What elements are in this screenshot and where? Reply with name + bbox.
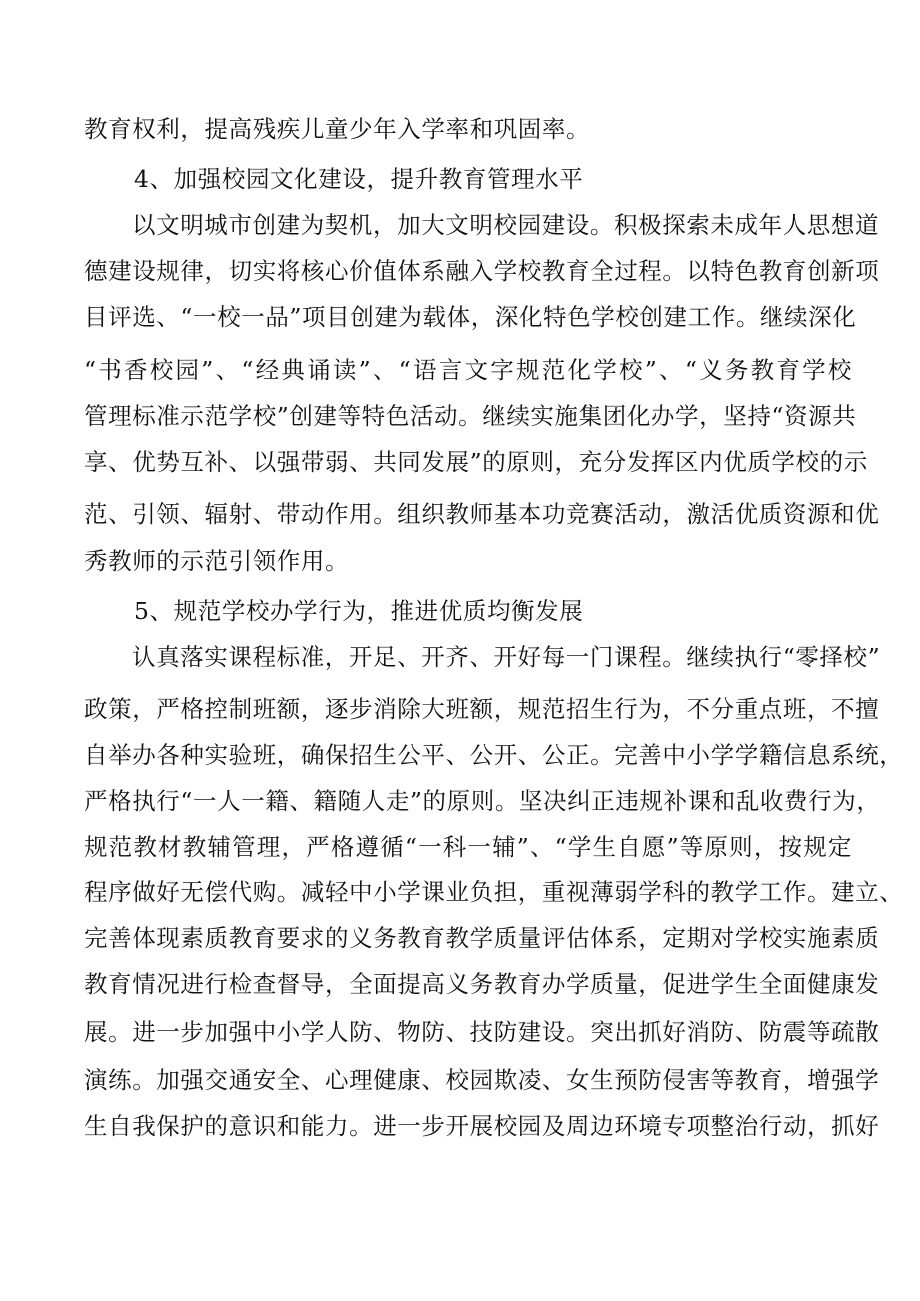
paragraph-line: 演练。加强交通安全、心理健康、校园欺凌、女生预防侵害等教育，增强学 [84, 1066, 880, 1094]
paragraph-line: “书香校园”、“经典诵读”、“语言文字规范化学校”、“义务教育学校 [84, 356, 852, 384]
paragraph-line: 秀教师的示范引领作用。 [84, 547, 350, 575]
paragraph-line: 生自我保护的意识和能力。进一步开展校园及周边环境专项整治行动，抓好 [84, 1112, 880, 1140]
paragraph-line: 自举办各种实验班，确保招生公平、公开、公正。完善中小学学籍信息系统， [84, 741, 904, 769]
paragraph-line: 教育情况进行检查督导，全面提高义务教育办学质量，促进学生全面健康发 [84, 970, 880, 998]
paragraph-line: 完善体现素质教育要求的义务教育教学质量评估体系，定期对学校实施素质 [84, 924, 880, 952]
paragraph-line: 规范教材教辅管理，严格遵循“一科一辅”、“学生自愿”等原则，按规定 [84, 833, 852, 861]
paragraph-line: 严格执行“一人一籍、籍随人走”的原则。坚决纠正违规补课和乱收费行为， [84, 787, 881, 815]
section-heading: 5、规范学校办学行为，推进优质均衡发展 [134, 597, 584, 625]
paragraph-line: 教育权利，提高残疾儿童少年入学率和巩固率。 [84, 115, 591, 143]
paragraph-line: 展。进一步加强中小学人防、物防、技防建设。突出抓好消防、防震等疏散 [84, 1018, 880, 1046]
paragraph-line: 管理标准示范学校”创建等特色活动。继续实施集团化办学，坚持“资源共 [84, 402, 857, 430]
paragraph-line: 目评选、“一校一品”项目创建为载体，深化特色学校创建工作。继续深化 [84, 303, 857, 331]
paragraph-line [84, 1162, 852, 1194]
paragraph-line: 以文明城市创建为契机，加大文明校园建设。积极探索未成年人思想道 [132, 211, 880, 239]
paragraph-line: 政策，严格控制班额，逐步消除大班额，规范招生行为，不分重点班，不擅 [84, 695, 880, 723]
paragraph-line: 德建设规律，切实将核心价值体系融入学校教育全过程。以特色教育创新项 [84, 257, 880, 285]
section-heading: 4、加强校园文化建设，提升教育管理水平 [134, 165, 584, 193]
paragraph-line: 范、引领、辐射、带动作用。组织教师基本功竞赛活动，激活优质资源和优 [84, 500, 880, 528]
paragraph-line: 程序做好无偿代购。减轻中小学课业负担，重视薄弱学科的教学工作。建立、 [84, 878, 904, 906]
paragraph-line: 认真落实课程标准，开足、开齐、开好每一门课程。继续执行“零择校” [132, 643, 881, 671]
paragraph-line: 享、优势互补、以强带弱、共同发展”的原则，充分发挥区内优质学校的示 [84, 448, 868, 476]
